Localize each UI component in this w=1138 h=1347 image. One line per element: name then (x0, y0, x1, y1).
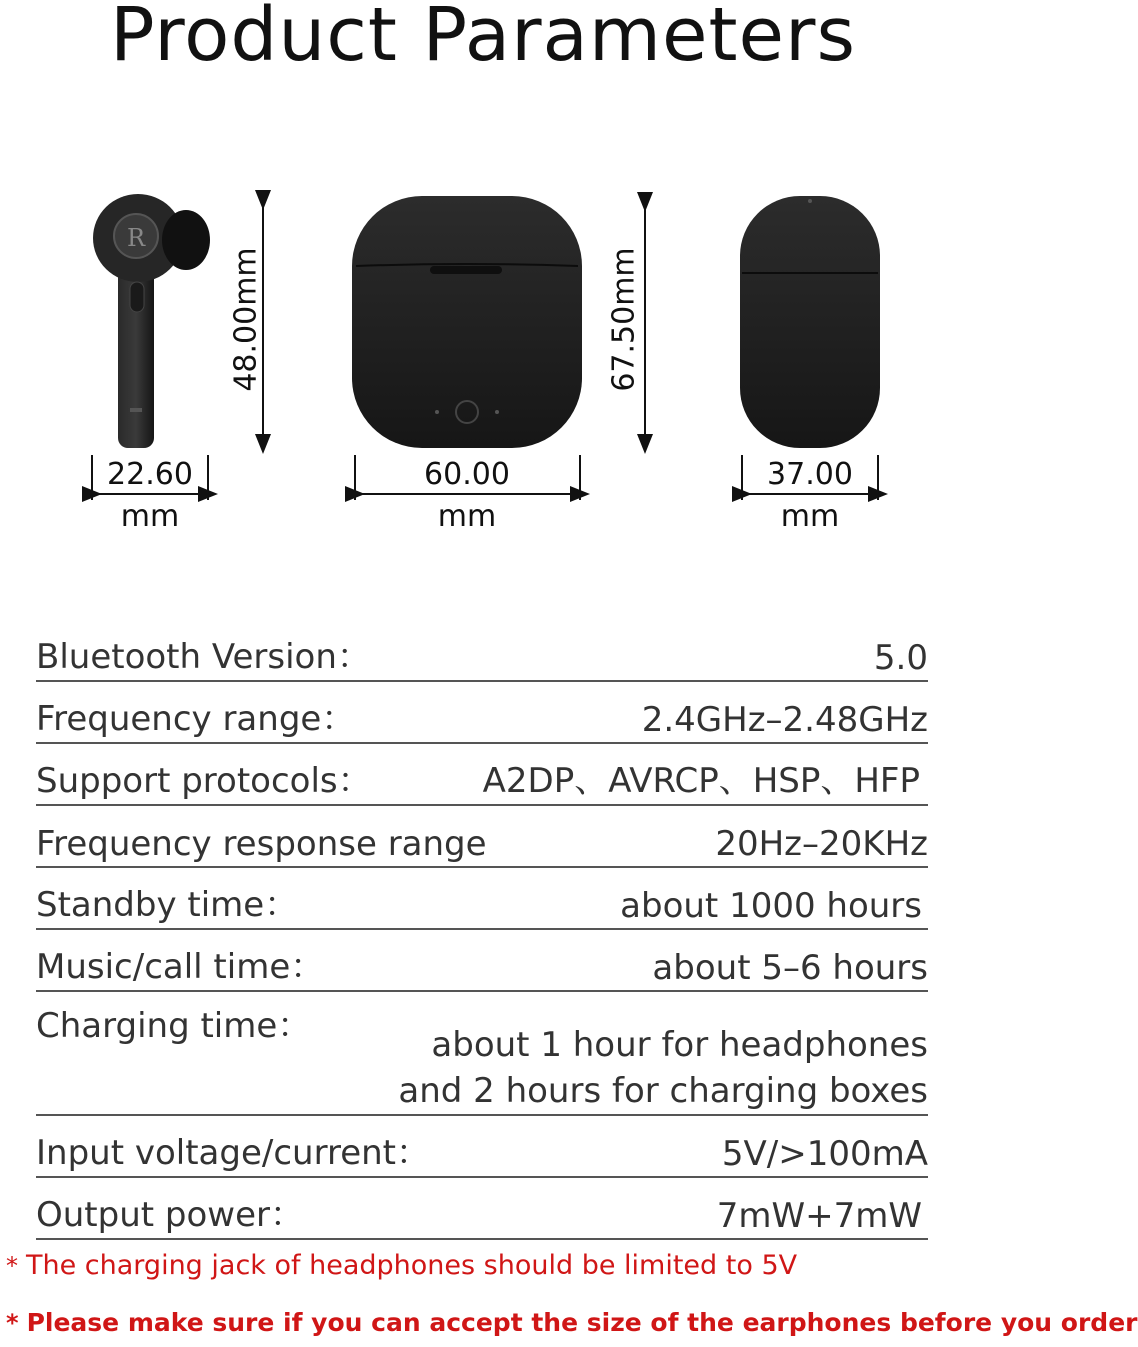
spec-value-line1: about 1 hour for headphones (431, 1025, 928, 1065)
asterisk-icon: * (6, 1252, 18, 1280)
spec-label: Support protocols： (36, 761, 372, 801)
case-width-value: 60.00 (424, 457, 510, 492)
note-text: Please make sure if you can accept the size of the earphones before you order (26, 1308, 1138, 1337)
spec-value: about 1000 hours (620, 886, 922, 926)
note-size-warning (6, 1308, 1138, 1337)
spec-row-charging (36, 994, 928, 1116)
case-depth-unit: mm (780, 499, 840, 534)
case-width-unit: mm (437, 499, 497, 534)
spec-label: Frequency response range (36, 824, 487, 864)
earbud-r-mark: R (126, 224, 146, 252)
page-title: Product Parameters (109, 0, 857, 78)
spec-row-frequency-response (36, 808, 928, 868)
spec-label: Standby time： (36, 885, 299, 925)
earbud-height-label: 48.00mm (228, 247, 264, 392)
case-height-label: 67.50mm (606, 247, 642, 392)
case-front-illustration (352, 196, 582, 448)
case-depth-value: 37.00 (767, 457, 853, 492)
spec-row-protocols (36, 746, 928, 806)
spec-row-standby (36, 870, 928, 930)
spec-label: Charging time： (36, 1006, 312, 1046)
spec-row-input (36, 1118, 928, 1178)
dimension-diagram (0, 0, 996, 600)
spec-value (398, 1022, 928, 1114)
spec-row-output (36, 1180, 928, 1240)
spec-label: Output power： (36, 1195, 304, 1235)
spec-table (36, 622, 928, 1242)
spec-value: 5V/>100mA (721, 1134, 928, 1174)
spec-value-line2: and 2 hours for charging boxes (398, 1071, 928, 1111)
earbud-width-unit: mm (120, 499, 180, 534)
spec-value: 2.4GHz–2.48GHz (641, 700, 928, 740)
earbud-illustration (93, 194, 210, 448)
spec-label: Music/call time： (36, 947, 325, 987)
note-charging-jack (6, 1250, 797, 1281)
case-side-illustration (740, 196, 880, 448)
spec-value: A2DP、AVRCP、HSP、HFP (482, 761, 920, 801)
spec-value: about 5–6 hours (652, 948, 928, 988)
asterisk-icon: * (6, 1309, 19, 1337)
spec-value: 20Hz–20KHz (715, 824, 928, 864)
spec-row-frequency-range (36, 684, 928, 744)
earbud-width-value: 22.60 (107, 457, 193, 492)
note-text: The charging jack of headphones should be limited to 5V (26, 1250, 798, 1281)
spec-value: 5.0 (873, 638, 928, 678)
spec-label: Input voltage/current： (36, 1133, 430, 1173)
spec-row-music-call (36, 932, 928, 992)
spec-label: Frequency range： (36, 699, 356, 739)
spec-value: 7mW+7mW (716, 1196, 922, 1236)
spec-row-bluetooth (36, 622, 928, 682)
spec-label: Bluetooth Version： (36, 637, 371, 677)
